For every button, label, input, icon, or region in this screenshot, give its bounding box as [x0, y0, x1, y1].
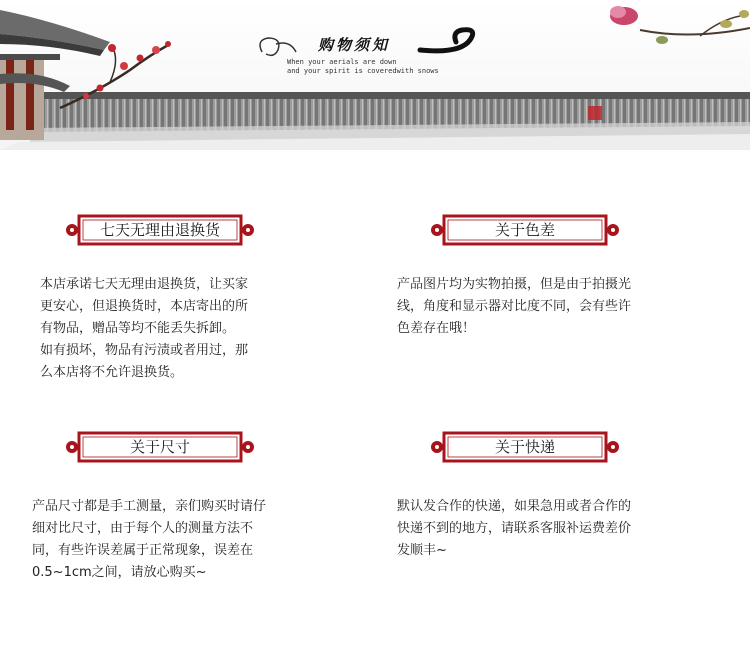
section-heading-badge — [430, 214, 620, 246]
seal-stamp — [588, 106, 602, 120]
section-heading-badge — [65, 431, 255, 463]
roof-tiles — [0, 92, 750, 150]
section-heading: 关于尺寸 — [129, 438, 190, 456]
section-body: 产品尺寸都是手工测量，亲们购买时请仔 细对比尺寸，由于每个人的测量方法不 同，有些许误差属于正常现象，误差在 0.5~1cm之间，请放心购买~ — [32, 499, 267, 580]
section-heading: 关于色差 — [494, 221, 555, 239]
section-body: 默认发合作的快递，如果急用或者合作的 快递不到的地方，请联系客服补运费差价 发顺丰~ — [397, 499, 632, 558]
header-banner — [0, 0, 750, 150]
section-heading-badge — [65, 214, 255, 246]
banner-title: 购物须知 — [318, 36, 391, 54]
section-heading: 关于快递 — [494, 438, 555, 456]
section-body: 本店承诺七天无理由退换货，让买家 更安心，但退换货时，本店寄出的所 有物品，赠品等均不能丢失拆卸。 如有损坏，物品有污渍或者用过，那 么本店将不允许退换货。 — [40, 277, 249, 380]
section-heading-badge — [430, 431, 620, 463]
section-body: 产品图片均为实物拍摄，但是由于拍摄光 线，角度和显示器对比度不同，会有些许 色差存在哦！ — [397, 277, 632, 336]
section-heading: 七天无理由退换货 — [99, 221, 220, 239]
banner-subtitle: When your aerials are down and your spirit is coveredwith snows — [287, 58, 439, 75]
